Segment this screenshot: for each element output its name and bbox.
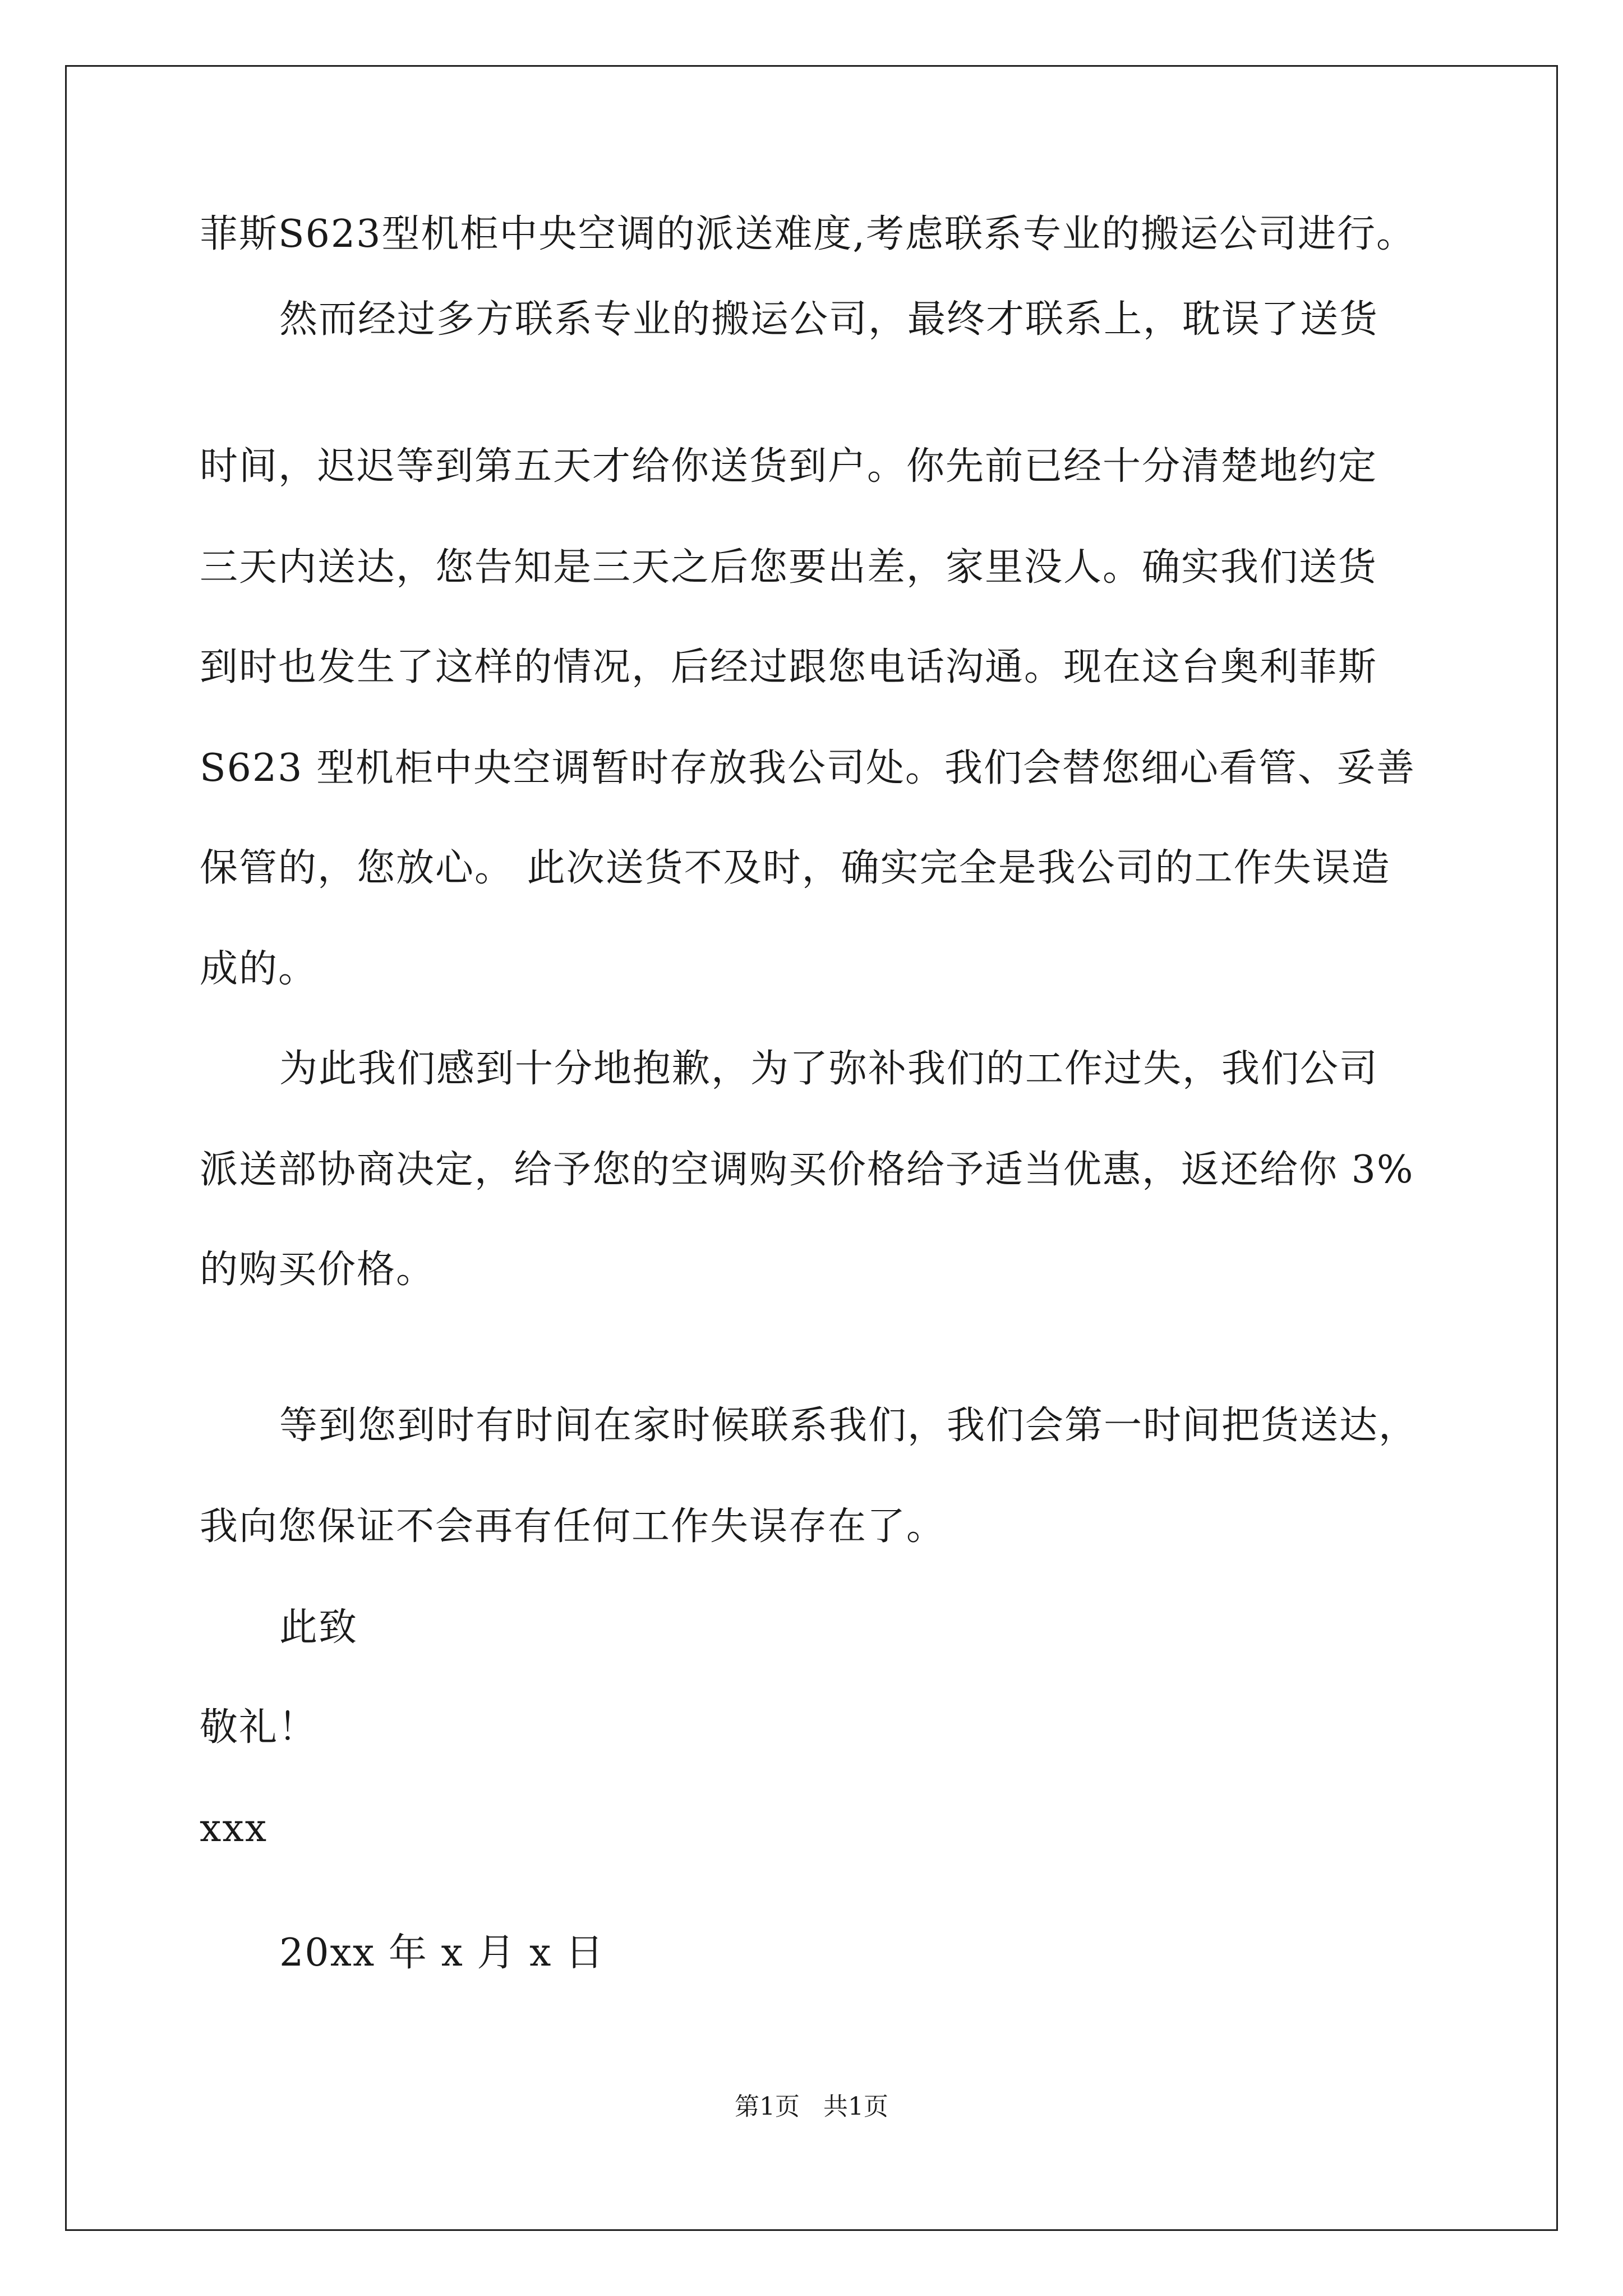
body-line-7: 保管的，您放心。 此次送货不及时，确实完全是我公司的工作失误造: [200, 846, 1391, 890]
body-line-1: 菲斯S623型机柜中央空调的派送难度,考虑联系专业的搬运公司进行。: [200, 212, 1415, 256]
body-line-6: S623 型机柜中央空调暂时存放我公司处。我们会替您细心看管、妥善: [200, 746, 1415, 790]
salutation-text: 敬礼！: [200, 1705, 318, 1750]
body-line-2: 然而经过多方联系专业的搬运公司，最终才联系上，耽误了送货: [279, 297, 1379, 342]
body-line-5: 到时也发生了这样的情况，后经过跟您电话沟通。现在这台奥利菲斯: [200, 645, 1378, 689]
body-line-3: 时间，迟迟等到第五天才给你送货到户。你先前已经十分清楚地约定: [200, 444, 1378, 489]
signature-text: xxx: [200, 1806, 268, 1851]
body-line-11: 的购买价格。: [200, 1248, 436, 1292]
body-line-10: 派送部协商决定，给予您的空调购买价格给予适当优惠，返还给你 3%: [200, 1148, 1414, 1192]
page-number-footer: 第1页 共1页: [735, 2092, 888, 2121]
body-line-12: 等到您到时有时间在家时候联系我们，我们会第一时间把货送达，: [279, 1404, 1418, 1448]
date-text: 20xx 年 x 月 x 日: [279, 1931, 605, 1975]
body-line-8: 成的。: [200, 947, 318, 991]
closing-text: 此致: [279, 1605, 358, 1650]
body-line-13: 我向您保证不会再有任何工作失误存在了。: [200, 1504, 946, 1549]
body-line-9: 为此我们感到十分地抱歉，为了弥补我们的工作过失，我们公司: [279, 1047, 1379, 1091]
body-line-4: 三天内送达，您告知是三天之后您要出差，家里没人。确实我们送货: [200, 545, 1378, 590]
